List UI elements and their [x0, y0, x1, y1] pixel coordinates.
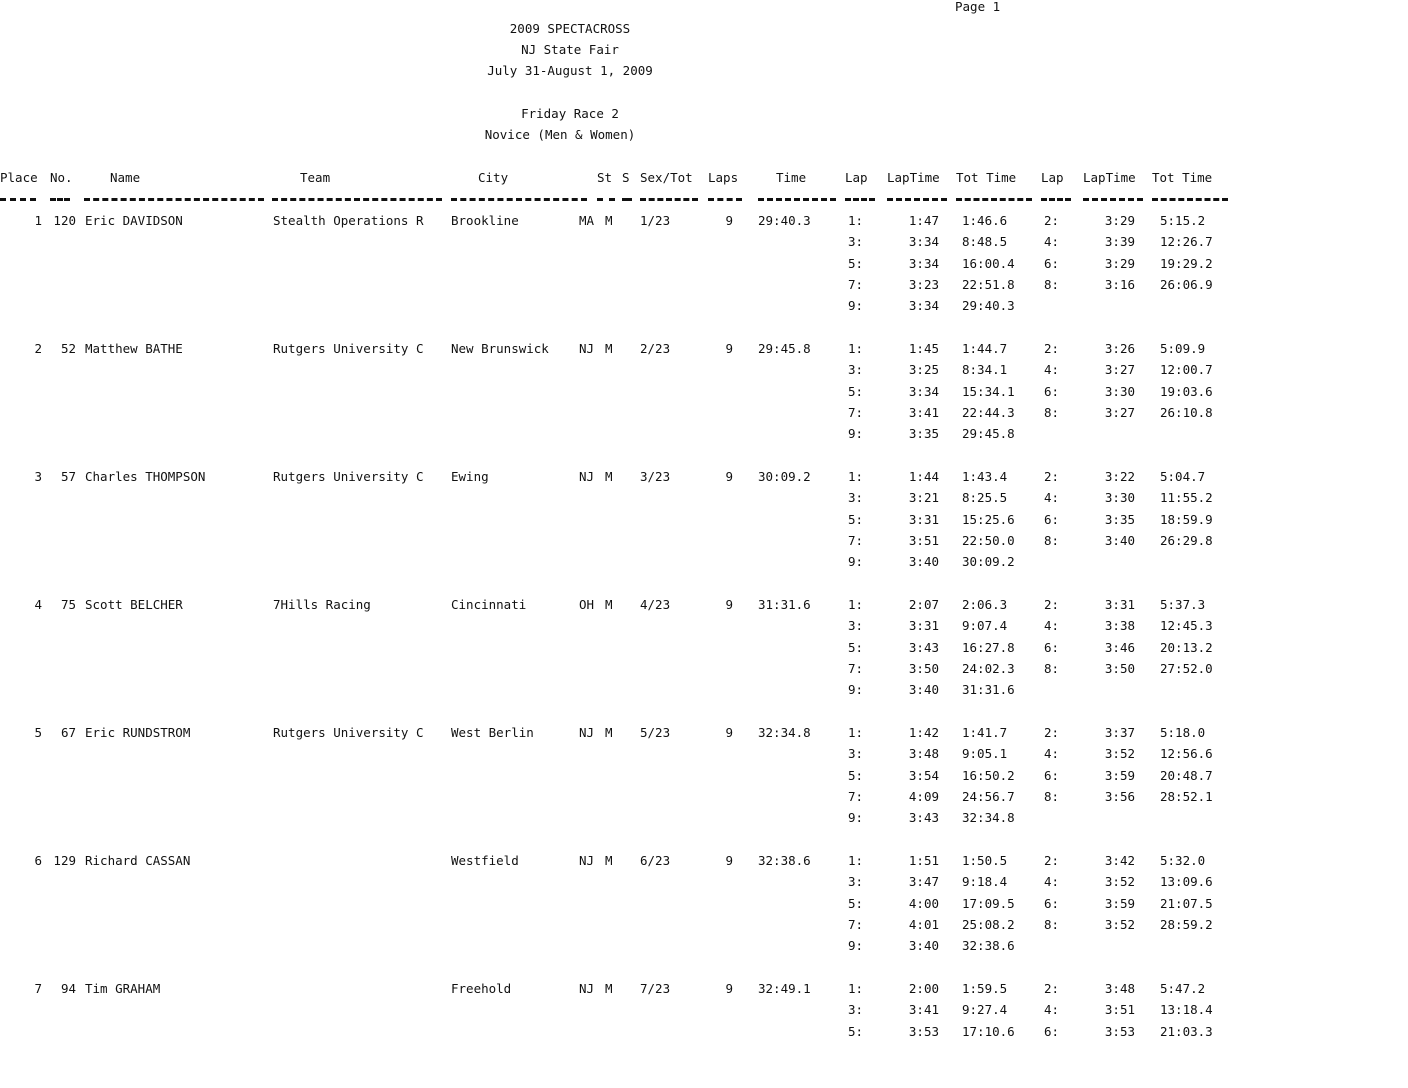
- finish-time: 29:45.8: [758, 341, 811, 356]
- total-time-a: 24:02.3: [962, 660, 1015, 676]
- separator-segment: [640, 198, 698, 201]
- laps-count: 9: [725, 341, 733, 356]
- state: NJ: [579, 725, 595, 740]
- total-time-a: 1:44.7: [962, 341, 1008, 356]
- lap-number-a: 7:: [847, 660, 863, 676]
- lap-time-b: 3:59: [1104, 767, 1135, 783]
- lap-number-a: 3:: [847, 1002, 863, 1018]
- lap-time-a: 3:34: [908, 383, 939, 399]
- lap-number-a: 1:: [847, 853, 863, 868]
- lap-time-b: 3:35: [1104, 511, 1135, 527]
- place: 1: [34, 213, 42, 228]
- city-name: Cincinnati: [451, 597, 527, 612]
- laps-count: 9: [725, 981, 733, 996]
- lap-time-b: 3:26: [1104, 341, 1135, 356]
- lap-number-b: 6:: [1043, 1023, 1059, 1039]
- lap-number-b: 4:: [1043, 874, 1059, 890]
- bib-number: 120: [53, 213, 76, 228]
- total-time-b: 5:32.0: [1160, 853, 1206, 868]
- state: NJ: [579, 853, 595, 868]
- lap-number-a: 5:: [847, 255, 863, 271]
- lap-number-a: 7:: [847, 276, 863, 292]
- lap-time-b: 3:31: [1104, 597, 1135, 612]
- bib-number: 129: [53, 853, 76, 868]
- lap-time-a: 3:41: [908, 404, 939, 420]
- sex-total: 6/23: [640, 853, 671, 868]
- total-time-a: 22:51.8: [962, 276, 1015, 292]
- total-time-b: 27:52.0: [1160, 660, 1213, 676]
- rider-name: Matthew BATHE: [85, 341, 183, 356]
- lap-time-a: 1:45: [908, 341, 939, 356]
- lap-time-a: 3:35: [908, 426, 939, 442]
- separator-segment: [50, 198, 70, 201]
- sex-total: 4/23: [640, 597, 671, 612]
- total-time-b: 26:10.8: [1160, 404, 1213, 420]
- event-venue: NJ State Fair: [521, 42, 619, 57]
- total-time-a: 1:59.5: [962, 981, 1008, 996]
- rider-name: Richard CASSAN: [85, 853, 191, 868]
- total-time-a: 2:06.3: [962, 597, 1008, 612]
- bib-number: 75: [60, 597, 76, 612]
- lap-time-a: 1:42: [908, 725, 939, 740]
- total-time-b: 12:45.3: [1160, 618, 1213, 634]
- separator-segment: [622, 198, 632, 201]
- total-time-a: 17:10.6: [962, 1023, 1015, 1039]
- lap-time-a: 4:01: [908, 916, 939, 932]
- total-time-b: 20:48.7: [1160, 767, 1213, 783]
- sex-total: 7/23: [640, 981, 671, 996]
- lap-time-a: 4:00: [908, 895, 939, 911]
- lap-number-a: 5:: [847, 511, 863, 527]
- lap-time-a: 3:31: [908, 511, 939, 527]
- lap-time-a: 3:47: [908, 874, 939, 890]
- lap-time-b: 3:22: [1104, 469, 1135, 484]
- laps-count: 9: [725, 469, 733, 484]
- lap-number-a: 5:: [847, 383, 863, 399]
- separator-segment: [84, 198, 264, 201]
- col-time: Time: [776, 170, 807, 185]
- lap-time-a: 3:23: [908, 276, 939, 292]
- lap-number-a: 3:: [847, 874, 863, 890]
- lap-number-a: 9:: [847, 810, 863, 826]
- lap-time-a: 3:34: [908, 234, 939, 250]
- lap-time-b: 3:30: [1104, 383, 1135, 399]
- event-dates: July 31-August 1, 2009: [487, 63, 653, 78]
- lap-number-b: 8:: [1043, 916, 1059, 932]
- lap-number-a: 3:: [847, 746, 863, 762]
- lap-time-a: 3:40: [908, 554, 939, 570]
- rider-name: Scott BELCHER: [85, 597, 183, 612]
- col-lap-b: Lap: [1041, 170, 1064, 185]
- lap-number-a: 7:: [847, 404, 863, 420]
- total-time-b: 20:13.2: [1160, 639, 1213, 655]
- total-time-b: 18:59.9: [1160, 511, 1213, 527]
- total-time-b: 5:15.2: [1160, 213, 1206, 228]
- lap-time-a: 3:34: [908, 255, 939, 271]
- total-time-b: 5:09.9: [1160, 341, 1206, 356]
- place: 4: [34, 597, 42, 612]
- lap-time-b: 3:39: [1104, 234, 1135, 250]
- lap-time-b: 3:51: [1104, 1002, 1135, 1018]
- lap-number-b: 6:: [1043, 639, 1059, 655]
- lap-number-b: 8:: [1043, 404, 1059, 420]
- col-laptime-a: LapTime: [887, 170, 940, 185]
- lap-number-b: 6:: [1043, 767, 1059, 783]
- lap-number-b: 2:: [1043, 597, 1059, 612]
- col-tottime-a: Tot Time: [956, 170, 1017, 185]
- lap-number-b: 6:: [1043, 255, 1059, 271]
- lap-number-a: 9:: [847, 298, 863, 314]
- separator-segment: [1041, 198, 1071, 201]
- lap-time-a: 3:31: [908, 618, 939, 634]
- lap-time-b: 3:42: [1104, 853, 1135, 868]
- total-time-b: 12:00.7: [1160, 362, 1213, 378]
- laps-count: 9: [725, 213, 733, 228]
- total-time-a: 9:07.4: [962, 618, 1008, 634]
- lap-number-b: 4:: [1043, 362, 1059, 378]
- sex-total: 2/23: [640, 341, 671, 356]
- lap-number-a: 1:: [847, 469, 863, 484]
- city-name: Freehold: [451, 981, 512, 996]
- lap-number-b: 2:: [1043, 981, 1059, 996]
- lap-number-a: 1:: [847, 981, 863, 996]
- separator-segment: [0, 198, 36, 201]
- col-name: Name: [110, 170, 141, 185]
- lap-number-a: 7:: [847, 788, 863, 804]
- total-time-a: 16:50.2: [962, 767, 1015, 783]
- separator-segment: [272, 198, 442, 201]
- finish-time: 30:09.2: [758, 469, 811, 484]
- total-time-b: 19:03.6: [1160, 383, 1213, 399]
- col-team: Team: [300, 170, 331, 185]
- lap-time-b: 3:48: [1104, 981, 1135, 996]
- lap-number-a: 3:: [847, 618, 863, 634]
- lap-number-a: 7:: [847, 916, 863, 932]
- lap-number-a: 9:: [847, 938, 863, 954]
- lap-number-b: 2:: [1043, 725, 1059, 740]
- lap-time-b: 3:53: [1104, 1023, 1135, 1039]
- separator-segment: [758, 198, 836, 201]
- lap-number-a: 5:: [847, 895, 863, 911]
- lap-number-b: 2:: [1043, 341, 1059, 356]
- total-time-b: 5:18.0: [1160, 725, 1206, 740]
- lap-number-b: 8:: [1043, 276, 1059, 292]
- lap-time-a: 3:40: [908, 938, 939, 954]
- total-time-a: 32:38.6: [962, 938, 1015, 954]
- event-title: 2009 SPECTACROSS: [509, 21, 631, 36]
- total-time-b: 13:09.6: [1160, 874, 1213, 890]
- separator-segment: [708, 198, 742, 201]
- lap-number-a: 1:: [847, 341, 863, 356]
- rider-name: Eric DAVIDSON: [85, 213, 183, 228]
- rider-name: Tim GRAHAM: [85, 981, 161, 996]
- city-name: Westfield: [451, 853, 519, 868]
- lap-time-a: 2:00: [908, 981, 939, 996]
- finish-time: 32:38.6: [758, 853, 811, 868]
- col-laps: Laps: [708, 170, 739, 185]
- total-time-b: 28:52.1: [1160, 788, 1213, 804]
- total-time-b: 13:18.4: [1160, 1002, 1213, 1018]
- lap-number-a: 3:: [847, 234, 863, 250]
- place: 5: [34, 725, 42, 740]
- lap-time-b: 3:52: [1104, 874, 1135, 890]
- sex-total: 1/23: [640, 213, 671, 228]
- lap-time-a: 3:54: [908, 767, 939, 783]
- team-name: Rutgers University C: [273, 725, 424, 740]
- col-city: City: [478, 170, 509, 185]
- lap-time-b: 3:59: [1104, 895, 1135, 911]
- lap-number-b: 4:: [1043, 1002, 1059, 1018]
- total-time-a: 29:40.3: [962, 298, 1015, 314]
- separator-segment: [1152, 198, 1228, 201]
- col-sex-total: Sex/Tot: [640, 170, 693, 185]
- place: 7: [34, 981, 42, 996]
- page-number: Page 1: [955, 0, 1001, 14]
- state: NJ: [579, 341, 595, 356]
- total-time-b: 11:55.2: [1160, 490, 1213, 506]
- place: 3: [34, 469, 42, 484]
- rider-name: Eric RUNDSTROM: [85, 725, 191, 740]
- total-time-a: 1:43.4: [962, 469, 1008, 484]
- total-time-a: 22:44.3: [962, 404, 1015, 420]
- separator-segment: [845, 198, 875, 201]
- lap-time-a: 3:51: [908, 532, 939, 548]
- col-place: Place: [0, 170, 38, 185]
- lap-number-b: 4:: [1043, 234, 1059, 250]
- finish-time: 29:40.3: [758, 213, 811, 228]
- race-category: Novice (Men & Women): [484, 127, 636, 142]
- laps-count: 9: [725, 725, 733, 740]
- total-time-a: 9:27.4: [962, 1002, 1008, 1018]
- lap-time-a: 3:21: [908, 490, 939, 506]
- lap-time-a: 2:07: [908, 597, 939, 612]
- lap-time-b: 3:16: [1104, 276, 1135, 292]
- lap-number-b: 8:: [1043, 788, 1059, 804]
- lap-time-b: 3:30: [1104, 490, 1135, 506]
- total-time-a: 1:41.7: [962, 725, 1008, 740]
- lap-time-b: 3:56: [1104, 788, 1135, 804]
- state: OH: [579, 597, 595, 612]
- laps-count: 9: [725, 597, 733, 612]
- total-time-a: 31:31.6: [962, 682, 1015, 698]
- separator-segment: [597, 198, 615, 201]
- total-time-a: 17:09.5: [962, 895, 1015, 911]
- total-time-b: 26:29.8: [1160, 532, 1213, 548]
- col-lap-a: Lap: [845, 170, 868, 185]
- bib-number: 52: [60, 341, 76, 356]
- lap-number-b: 2:: [1043, 853, 1059, 868]
- city-name: Brookline: [451, 213, 519, 228]
- lap-time-b: 3:40: [1104, 532, 1135, 548]
- lap-time-a: 1:44: [908, 469, 939, 484]
- lap-time-a: 1:47: [908, 213, 939, 228]
- lap-number-a: 5:: [847, 1023, 863, 1039]
- team-name: Rutgers University C: [273, 341, 424, 356]
- sex: M: [605, 853, 613, 868]
- sex: M: [605, 469, 613, 484]
- total-time-a: 8:34.1: [962, 362, 1008, 378]
- separator-segment: [956, 198, 1032, 201]
- total-time-a: 22:50.0: [962, 532, 1015, 548]
- lap-number-a: 1:: [847, 213, 863, 228]
- city-name: Ewing: [451, 469, 489, 484]
- lap-time-a: 4:09: [908, 788, 939, 804]
- lap-time-b: 3:52: [1104, 746, 1135, 762]
- total-time-b: 12:56.6: [1160, 746, 1213, 762]
- state: NJ: [579, 469, 595, 484]
- lap-time-b: 3:29: [1104, 255, 1135, 271]
- lap-number-b: 6:: [1043, 511, 1059, 527]
- total-time-a: 16:27.8: [962, 639, 1015, 655]
- lap-time-a: 3:43: [908, 810, 939, 826]
- lap-number-a: 3:: [847, 362, 863, 378]
- sex: M: [605, 597, 613, 612]
- col-laptime-b: LapTime: [1083, 170, 1136, 185]
- total-time-a: 32:34.8: [962, 810, 1015, 826]
- total-time-b: 28:59.2: [1160, 916, 1213, 932]
- lap-time-a: 3:50: [908, 660, 939, 676]
- finish-time: 32:49.1: [758, 981, 811, 996]
- city-name: New Brunswick: [451, 341, 549, 356]
- lap-number-a: 9:: [847, 426, 863, 442]
- team-name: Stealth Operations R: [273, 213, 424, 228]
- lap-time-b: 3:37: [1104, 725, 1135, 740]
- lap-time-a: 3:34: [908, 298, 939, 314]
- lap-time-a: 3:40: [908, 682, 939, 698]
- total-time-b: 26:06.9: [1160, 276, 1213, 292]
- total-time-a: 25:08.2: [962, 916, 1015, 932]
- total-time-a: 15:25.6: [962, 511, 1015, 527]
- separator-segment: [887, 198, 947, 201]
- total-time-a: 1:46.6: [962, 213, 1008, 228]
- lap-number-b: 4:: [1043, 746, 1059, 762]
- lap-time-b: 3:38: [1104, 618, 1135, 634]
- place: 6: [34, 853, 42, 868]
- total-time-b: 5:04.7: [1160, 469, 1206, 484]
- sex: M: [605, 341, 613, 356]
- separator-segment: [1083, 198, 1143, 201]
- sex: M: [605, 981, 613, 996]
- sex-total: 3/23: [640, 469, 671, 484]
- lap-time-b: 3:46: [1104, 639, 1135, 655]
- lap-number-a: 9:: [847, 682, 863, 698]
- lap-time-a: 1:51: [908, 853, 939, 868]
- lap-time-b: 3:50: [1104, 660, 1135, 676]
- lap-time-b: 3:52: [1104, 916, 1135, 932]
- total-time-b: 5:47.2: [1160, 981, 1206, 996]
- col-sex: S: [622, 170, 630, 185]
- lap-number-b: 6:: [1043, 895, 1059, 911]
- total-time-a: 29:45.8: [962, 426, 1015, 442]
- lap-number-a: 5:: [847, 767, 863, 783]
- lap-number-a: 1:: [847, 597, 863, 612]
- finish-time: 31:31.6: [758, 597, 811, 612]
- lap-number-b: 8:: [1043, 532, 1059, 548]
- sex: M: [605, 213, 613, 228]
- total-time-b: 21:03.3: [1160, 1023, 1213, 1039]
- total-time-a: 8:25.5: [962, 490, 1008, 506]
- rider-name: Charles THOMPSON: [85, 469, 206, 484]
- total-time-a: 24:56.7: [962, 788, 1015, 804]
- sex-total: 5/23: [640, 725, 671, 740]
- lap-number-a: 1:: [847, 725, 863, 740]
- lap-number-a: 7:: [847, 532, 863, 548]
- lap-time-a: 3:48: [908, 746, 939, 762]
- col-tottime-b: Tot Time: [1152, 170, 1213, 185]
- total-time-b: 5:37.3: [1160, 597, 1206, 612]
- lap-time-a: 3:41: [908, 1002, 939, 1018]
- total-time-a: 9:05.1: [962, 746, 1008, 762]
- total-time-b: 21:07.5: [1160, 895, 1213, 911]
- team-name: Rutgers University C: [273, 469, 424, 484]
- bib-number: 57: [60, 469, 76, 484]
- finish-time: 32:34.8: [758, 725, 811, 740]
- lap-number-b: 8:: [1043, 660, 1059, 676]
- lap-number-b: 2:: [1043, 469, 1059, 484]
- lap-time-a: 3:53: [908, 1023, 939, 1039]
- col-number: No.: [50, 170, 73, 185]
- total-time-a: 1:50.5: [962, 853, 1008, 868]
- lap-number-b: 2:: [1043, 213, 1059, 228]
- lap-time-b: 3:27: [1104, 362, 1135, 378]
- total-time-a: 16:00.4: [962, 255, 1015, 271]
- lap-time-b: 3:27: [1104, 404, 1135, 420]
- lap-number-a: 5:: [847, 639, 863, 655]
- lap-time-b: 3:29: [1104, 213, 1135, 228]
- separator-segment: [451, 198, 587, 201]
- total-time-b: 12:26.7: [1160, 234, 1213, 250]
- bib-number: 94: [60, 981, 76, 996]
- lap-time-a: 3:43: [908, 639, 939, 655]
- lap-number-b: 4:: [1043, 490, 1059, 506]
- laps-count: 9: [725, 853, 733, 868]
- lap-number-a: 3:: [847, 490, 863, 506]
- lap-number-a: 9:: [847, 554, 863, 570]
- total-time-a: 8:48.5: [962, 234, 1008, 250]
- col-state: St: [597, 170, 613, 185]
- total-time-a: 9:18.4: [962, 874, 1008, 890]
- state: NJ: [579, 981, 595, 996]
- race-title: Friday Race 2: [521, 106, 619, 121]
- place: 2: [34, 341, 42, 356]
- lap-number-b: 4:: [1043, 618, 1059, 634]
- city-name: West Berlin: [451, 725, 534, 740]
- total-time-a: 15:34.1: [962, 383, 1015, 399]
- sex: M: [605, 725, 613, 740]
- total-time-b: 19:29.2: [1160, 255, 1213, 271]
- team-name: 7Hills Racing: [273, 597, 371, 612]
- bib-number: 67: [60, 725, 76, 740]
- total-time-a: 30:09.2: [962, 554, 1015, 570]
- lap-number-b: 6:: [1043, 383, 1059, 399]
- state: MA: [579, 213, 595, 228]
- lap-time-a: 3:25: [908, 362, 939, 378]
